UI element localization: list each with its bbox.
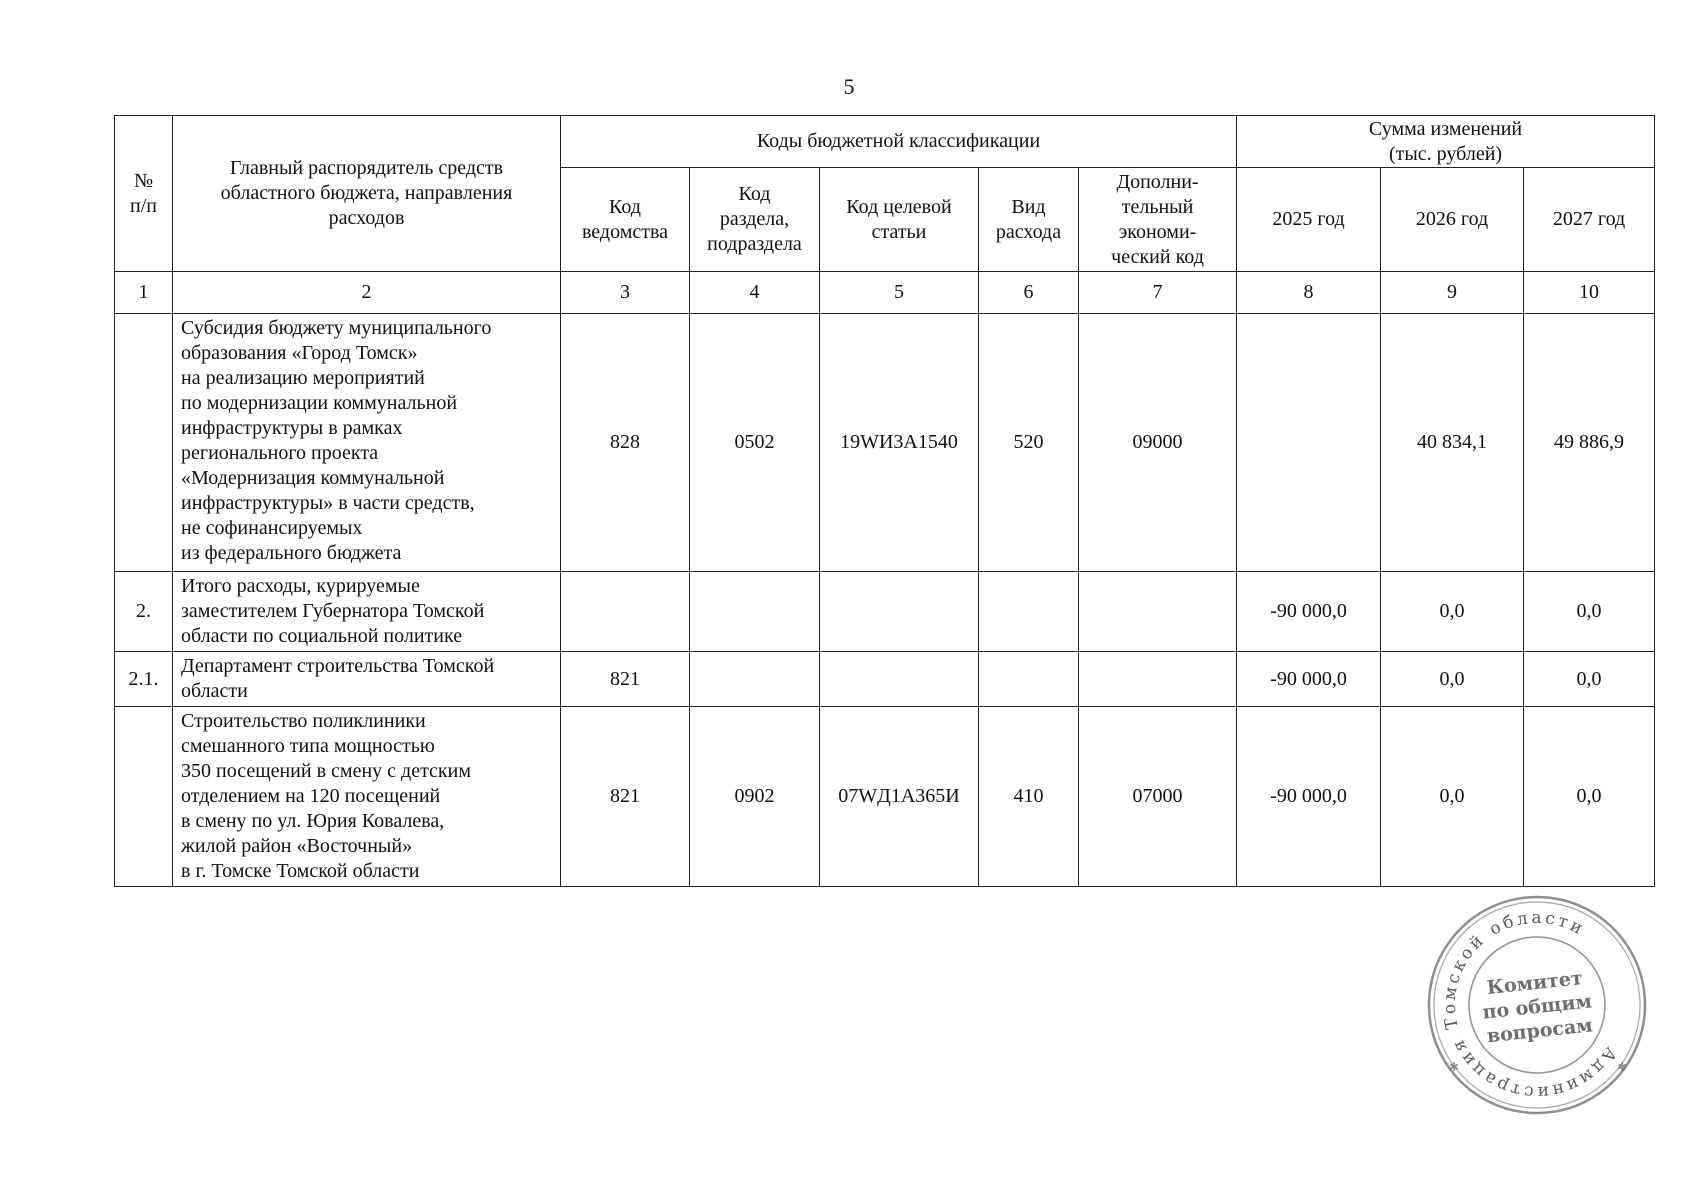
- row-econ-code: 09000: [1079, 314, 1237, 572]
- row-value-2027: 49 886,9: [1524, 314, 1655, 572]
- page-number: 5: [843, 74, 855, 99]
- row-num: 2.: [115, 572, 173, 652]
- row-value-2027: 0,0: [1524, 652, 1655, 707]
- column-number: 1: [115, 272, 173, 314]
- row-target-code: [820, 652, 979, 707]
- row-description: Департамент строительства Томской области: [173, 652, 561, 707]
- row-dept-code: [561, 572, 690, 652]
- row-dept-code: 821: [561, 652, 690, 707]
- row-description: Итого расходы, курируемые заместителем Губернатора Томской области по социальной политике: [173, 572, 561, 652]
- header-section-code: Код раздела, подраздела: [690, 168, 820, 272]
- header-budget-codes: Коды бюджетной классификации: [561, 116, 1237, 168]
- column-number: 8: [1237, 272, 1381, 314]
- column-number: 9: [1381, 272, 1524, 314]
- row-econ-code: [1079, 572, 1237, 652]
- row-value-2025: -90 000,0: [1237, 652, 1381, 707]
- row-num: 2.1.: [115, 652, 173, 707]
- row-target-code: 19WИ3А1540: [820, 314, 979, 572]
- table-row: [115, 652, 1655, 707]
- header-year-2027: 2027 год: [1524, 168, 1655, 272]
- row-value-2027: 0,0: [1524, 707, 1655, 887]
- row-expense-type: [979, 572, 1079, 652]
- row-description: Субсидия бюджету муниципального образования «Город Томск» на реализацию мероприятий по модернизации коммунальной инфраструктуры в рамках регионального проекта «Модернизация коммунальной инфраструктуры» в части средств, не софинансируемых из федерального бюджета: [173, 314, 561, 572]
- header-year-2025: 2025 год: [1237, 168, 1381, 272]
- column-number: 3: [561, 272, 690, 314]
- row-value-2026: 0,0: [1381, 572, 1524, 652]
- row-description: Строительство поликлиники смешанного типа мощностью 350 посещений в смену с детским отделением на 120 посещений в смену по ул. Юрия Ковалева, жилой район «Восточный» в г. Томске Томской области: [173, 707, 561, 887]
- column-number: 2: [173, 272, 561, 314]
- column-number-row: [115, 272, 1655, 314]
- row-target-code: [820, 572, 979, 652]
- seal-ring-text: Администрация Томской области: [1439, 907, 1621, 1103]
- row-num: [115, 707, 173, 887]
- row-expense-type: 410: [979, 707, 1079, 887]
- header-target-code: Код целевой статьи: [820, 168, 979, 272]
- table-row: [115, 572, 1655, 652]
- header-expense-type: Вид расхода: [979, 168, 1079, 272]
- seal-center-line: вопросам: [1485, 1014, 1594, 1048]
- row-value-2026: 0,0: [1381, 707, 1524, 887]
- row-section-code: [690, 572, 820, 652]
- column-number: 6: [979, 272, 1079, 314]
- row-section-code: [690, 652, 820, 707]
- header-num: № п/п: [115, 116, 173, 272]
- seal-center-line: по общим: [1481, 990, 1593, 1024]
- seal-star-icon: ✱: [1449, 1060, 1460, 1074]
- row-econ-code: 07000: [1079, 707, 1237, 887]
- row-num: [115, 314, 173, 572]
- budget-table: [114, 115, 1655, 887]
- header-sum-changes: Сумма изменений (тыс. рублей): [1237, 116, 1655, 168]
- row-value-2027: 0,0: [1524, 572, 1655, 652]
- header-econ-code: Дополни- тельный экономи- ческий код: [1079, 168, 1237, 272]
- column-number: 10: [1524, 272, 1655, 314]
- column-number: 7: [1079, 272, 1237, 314]
- row-target-code: 07WД1А365И: [820, 707, 979, 887]
- seal-center-line: Комитет: [1485, 967, 1584, 1000]
- table-row: [115, 707, 1655, 887]
- row-econ-code: [1079, 652, 1237, 707]
- official-seal-stamp: [1425, 893, 1649, 1117]
- header-dept-code: Код ведомства: [561, 168, 690, 272]
- row-value-2026: 0,0: [1381, 652, 1524, 707]
- row-value-2025: [1237, 314, 1381, 572]
- row-dept-code: 821: [561, 707, 690, 887]
- row-section-code: 0502: [690, 314, 820, 572]
- row-value-2025: -90 000,0: [1237, 707, 1381, 887]
- column-number: 5: [820, 272, 979, 314]
- row-value-2026: 40 834,1: [1381, 314, 1524, 572]
- seal-star-icon: ✱: [1617, 1060, 1628, 1074]
- row-section-code: 0902: [690, 707, 820, 887]
- column-number: 4: [690, 272, 820, 314]
- header-distributor: Главный распорядитель средств областного бюджета, направления расходов: [173, 116, 561, 272]
- table-row: [115, 314, 1655, 572]
- row-expense-type: 520: [979, 314, 1079, 572]
- row-value-2025: -90 000,0: [1237, 572, 1381, 652]
- row-expense-type: [979, 652, 1079, 707]
- header-year-2026: 2026 год: [1381, 168, 1524, 272]
- row-dept-code: 828: [561, 314, 690, 572]
